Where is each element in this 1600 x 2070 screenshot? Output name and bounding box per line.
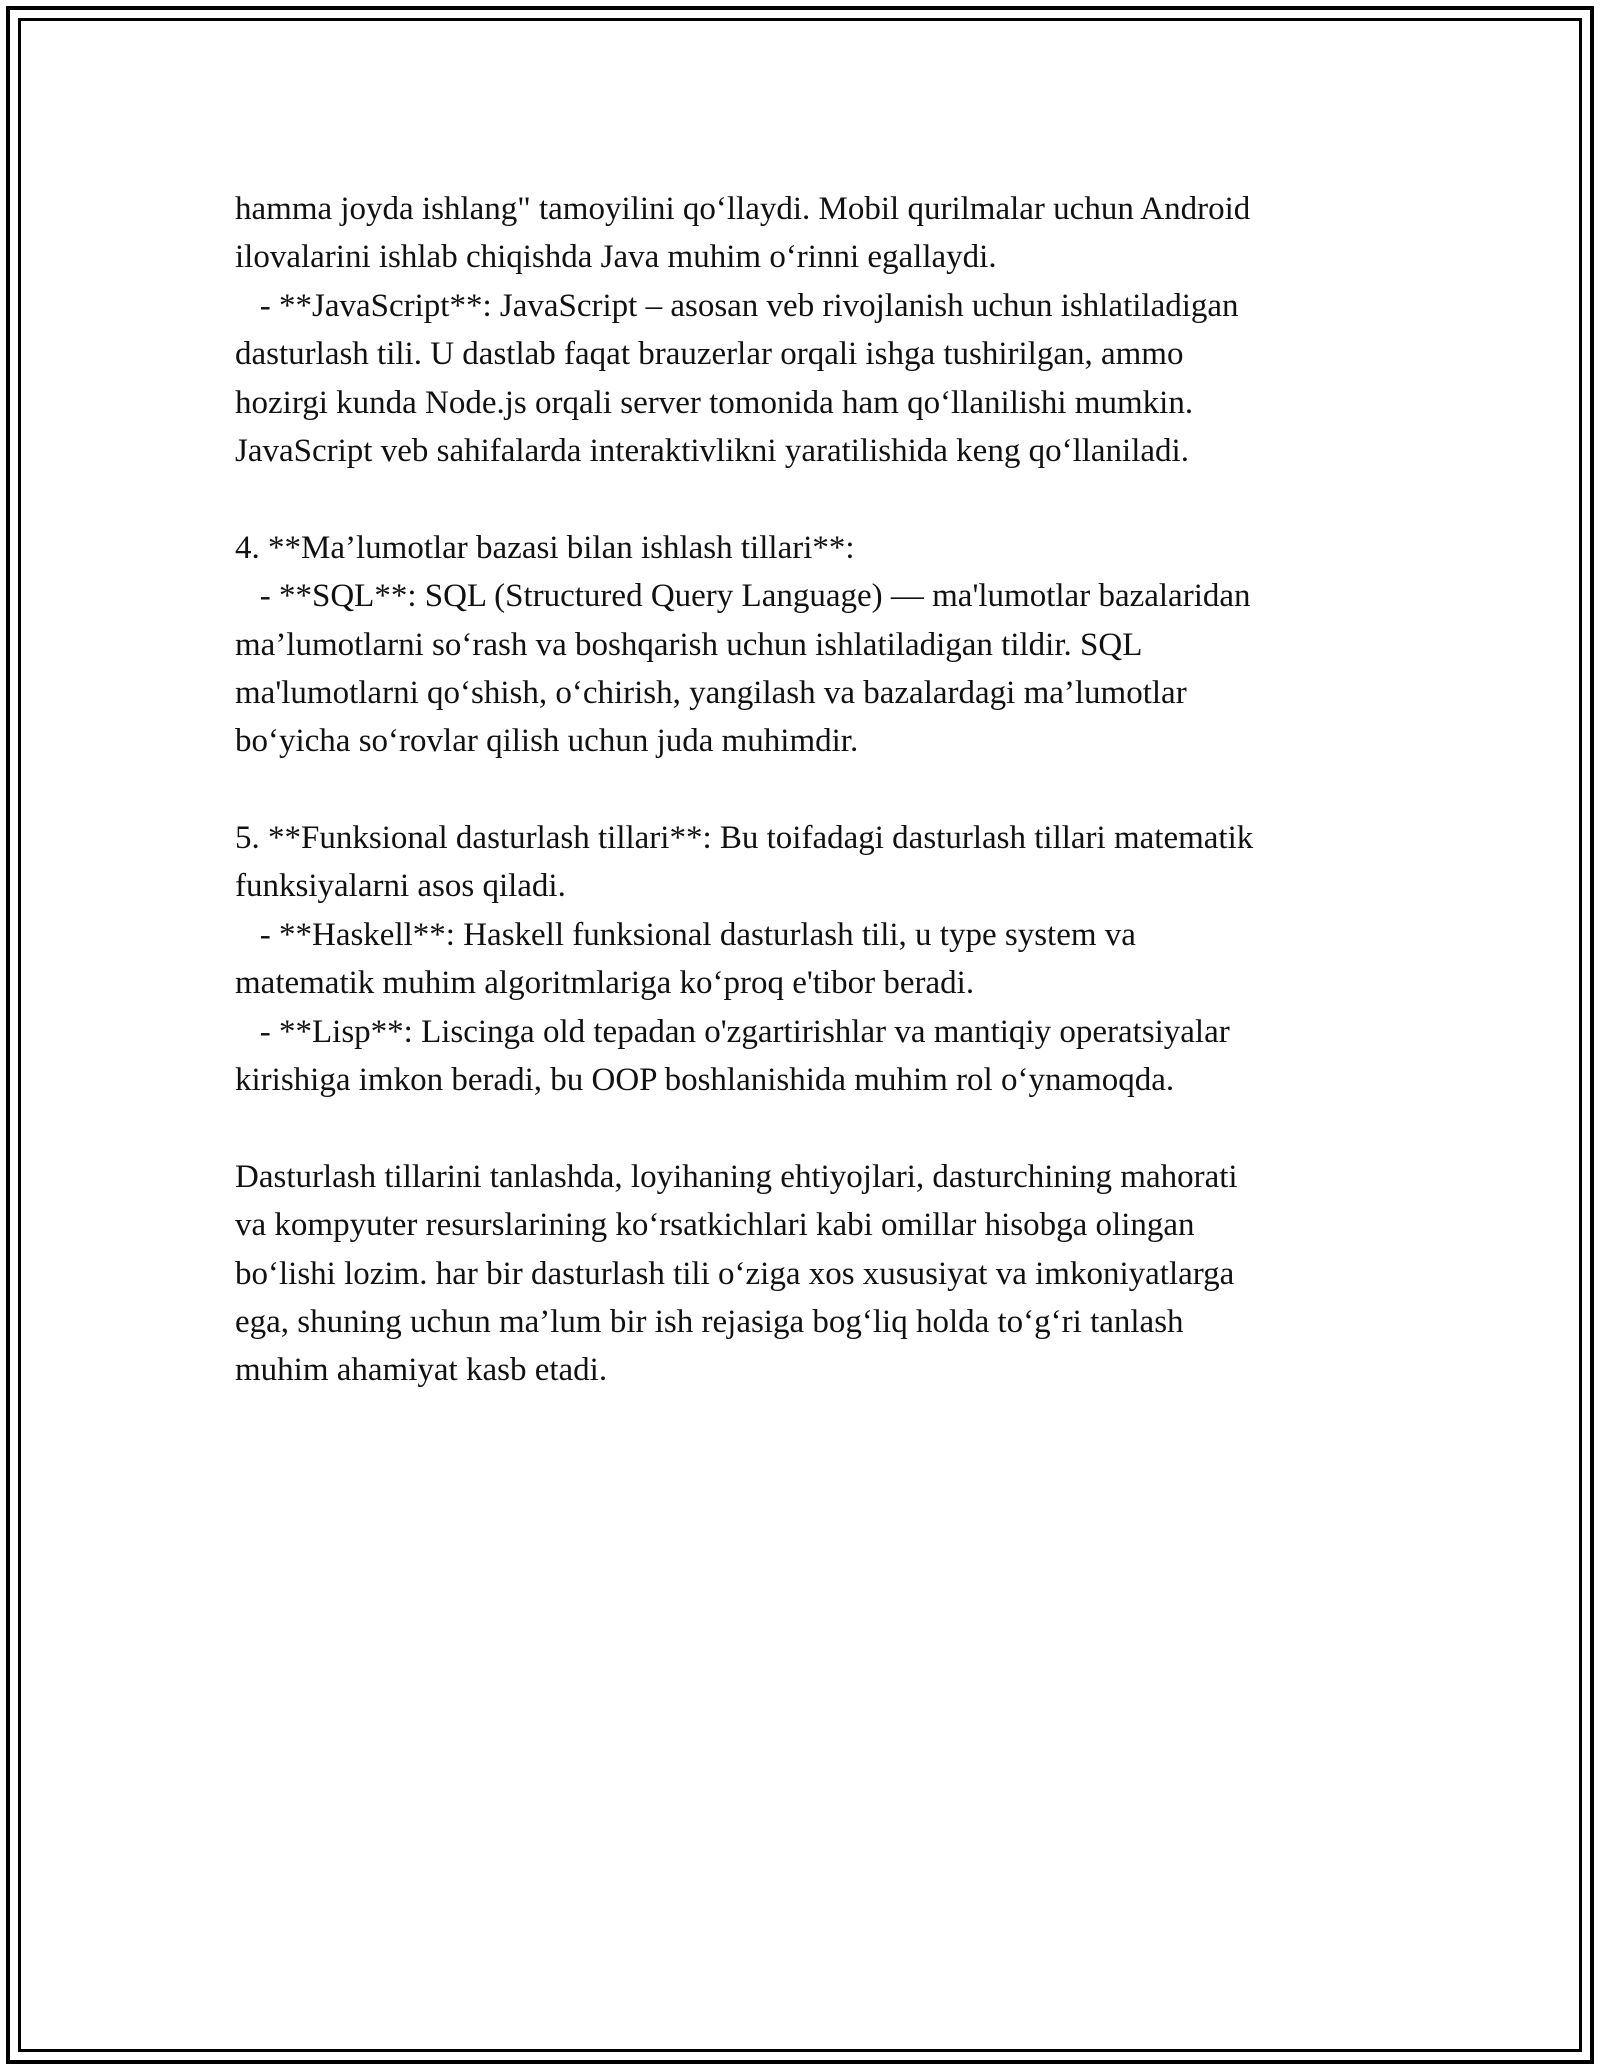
text-line: - **Haskell**: Haskell funksional dasturlash tili, u type system va <box>235 916 1136 953</box>
text-line: va kompyuter resurslarining ko‘rsatkichlari kabi omillar hisobga olingan <box>235 1207 1195 1244</box>
text-line: matematik muhim algoritmlariga ko‘proq e'tibor beradi. <box>235 965 975 1002</box>
text-line: ma'lumotlarni qo‘shish, o‘chirish, yangilash va bazalardagi ma’lumotlar <box>235 674 1187 711</box>
text-line: bo‘yicha so‘rovlar qilish uchun juda muhimdir. <box>235 723 859 760</box>
text-line: bo‘lishi lozim. har bir dasturlash tili o‘ziga xos xususiyat va imkoniyatlarga <box>235 1255 1235 1292</box>
text-line: ega, shuning uchun ma’lum bir ish rejasiga bog‘liq holda to‘g‘ri tanlash <box>235 1303 1184 1340</box>
text-line: kirishiga imkon beradi, bu OOP boshlanishida muhim rol o‘ynamoqda. <box>235 1062 1175 1099</box>
text-line: 4. **Ma’lumotlar bazasi bilan ishlash tillari**: <box>235 529 855 566</box>
text-line: ilovalarini ishlab chiqishda Java muhim o‘rinni egallaydi. <box>235 239 997 276</box>
text-line: 5. **Funksional dasturlash tillari**: Bu toifadagi dasturlash tillari matematik <box>235 820 1254 857</box>
text-line: dasturlash tili. U dastlab faqat brauzerlar orqali ishga tushirilgan, ammo <box>235 336 1184 373</box>
blank-line <box>235 766 1395 814</box>
blank-line <box>235 475 1395 523</box>
document-body <box>235 185 1395 1395</box>
text-line: Dasturlash tillarini tanlashda, loyihaning ehtiyojlari, dasturchining mahorati <box>235 1158 1238 1195</box>
text-line: muhim ahamiyat kasb etadi. <box>235 1352 608 1389</box>
blank-line <box>235 1104 1395 1152</box>
text-line: - **JavaScript**: JavaScript – asosan veb rivojlanish uchun ishlatiladigan <box>235 287 1239 324</box>
text-line: funksiyalarni asos qiladi. <box>235 868 566 905</box>
text-line: hamma joyda ishlang" tamoyilini qo‘llaydi. Mobil qurilmalar uchun Android <box>235 191 1251 227</box>
text-line: - **Lisp**: Liscinga old tepadan o'zgartirishlar va mantiqiy operatsiyalar <box>235 1013 1230 1050</box>
text-line: ma’lumotlarni so‘rash va boshqarish uchun ishlatiladigan tildir. SQL <box>235 626 1143 663</box>
text-line: JavaScript veb sahifalarda interaktivlikni yaratilishida keng qo‘llaniladi. <box>235 432 1189 469</box>
text-line: hozirgi kunda Node.js orqali server tomonida ham qo‘llanilishi mumkin. <box>235 384 1194 421</box>
text-line: - **SQL**: SQL (Structured Query Language) — ma'lumotlar bazalaridan <box>235 578 1251 615</box>
